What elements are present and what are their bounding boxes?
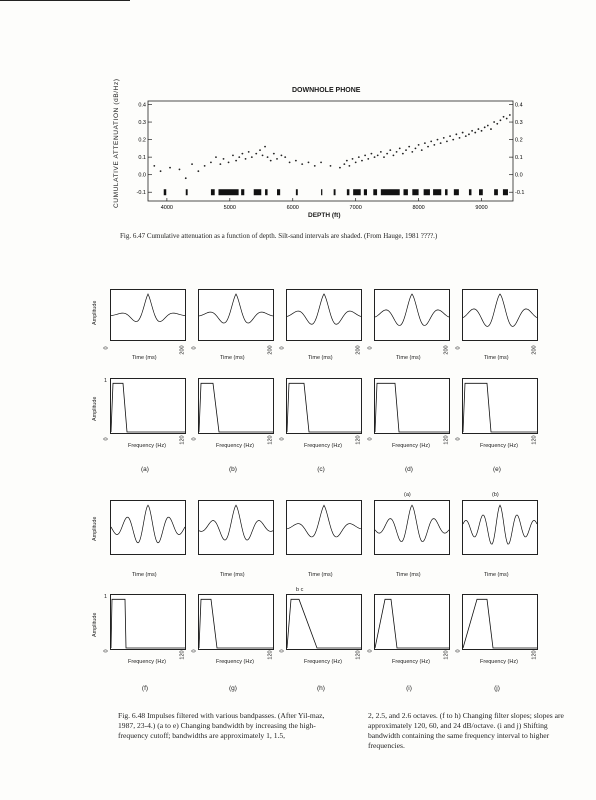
silt-sand-interval (241, 189, 244, 195)
time-axis-label-3: Time (ms) (396, 355, 421, 361)
silt-sand-interval (433, 189, 441, 195)
silt-sand-interval (424, 189, 430, 195)
time-panel-b-2-svg (287, 501, 361, 554)
data-point (264, 146, 266, 148)
data-point (405, 149, 407, 151)
freq-panel-b-0-svg (111, 595, 185, 649)
data-point (259, 149, 261, 151)
impulse-trace (287, 505, 361, 537)
subfigure-label-0: (a) (141, 466, 149, 473)
freq-tick-0-0: 0 (103, 437, 110, 441)
freq-panel-2 (286, 378, 362, 434)
data-point (204, 165, 206, 167)
data-point (446, 140, 448, 142)
fig647-ylabel: CUMULATIVE ATTENUATION (dB/Hz) (113, 78, 120, 208)
data-point (380, 151, 382, 153)
time-panel-b-0 (110, 500, 186, 555)
data-point (371, 153, 373, 155)
data-point (411, 151, 413, 153)
amplitude-spectrum (111, 383, 185, 432)
time-tick-200-2: 200 (355, 345, 362, 355)
freq-panel-b-3-svg (375, 595, 449, 649)
data-point (374, 156, 376, 158)
time-tick-0-2: 0 (279, 346, 286, 350)
data-point (273, 153, 275, 155)
time-axis-label-b-2: Time (ms) (308, 572, 333, 578)
data-point (440, 142, 442, 144)
subfigure-label-b-2: (h) (317, 685, 325, 692)
freq-tick-120-3: 120 (443, 435, 450, 445)
silt-sand-interval (218, 189, 238, 195)
y-tick-label: 0.4 (138, 102, 146, 109)
time-panel-4-svg (463, 290, 537, 340)
amp-tick-1-top: 1 (104, 378, 108, 384)
data-point (358, 156, 360, 158)
time-tick-200-4: 200 (531, 345, 538, 355)
silt-sand-interval (479, 189, 483, 195)
y-tick-label-right: 0.2 (515, 137, 523, 144)
data-point (399, 147, 401, 149)
time-panel-b-0-svg (111, 501, 185, 554)
fig647-chart (138, 96, 528, 211)
data-point (169, 167, 171, 169)
freq-axis-label-1: Frequency (Hz) (216, 443, 254, 449)
data-point (295, 160, 297, 162)
time-panel-b-3 (374, 500, 450, 555)
amp-label-time-top: Amplitude (92, 300, 98, 325)
y-tick-label-right: -0.1 (515, 190, 525, 197)
time-axis-label-2: Time (ms) (308, 355, 333, 361)
data-point (433, 144, 435, 146)
y-tick-label-right: 0.1 (515, 155, 523, 162)
time-tick-0-4: 0 (455, 346, 462, 350)
silt-sand-interval (364, 189, 367, 195)
data-point (160, 170, 162, 172)
time-panel-2-svg (287, 290, 361, 340)
data-point (487, 125, 489, 127)
time-panel-b-1-svg (199, 501, 273, 554)
freq-panel-1 (198, 378, 274, 434)
time-tick-0-3: 0 (367, 346, 374, 350)
amplitude-spectrum (199, 383, 273, 432)
freq-axis-label-b-0: Frequency (Hz) (128, 659, 166, 665)
header-rule (0, 0, 130, 1)
data-point (393, 154, 395, 156)
amp-label-time-bottom: Amplitude (92, 516, 98, 541)
data-point (474, 132, 476, 134)
data-point (468, 133, 470, 135)
data-point (355, 162, 357, 164)
data-point (481, 130, 483, 132)
silt-sand-interval (412, 189, 418, 195)
data-point (386, 153, 388, 155)
time-panel-0 (110, 289, 186, 341)
data-point (281, 154, 283, 156)
amp-label-freq-top: Amplitude (92, 396, 98, 421)
data-point (415, 147, 417, 149)
freq-axis-label-b-1: Frequency (Hz) (216, 659, 254, 665)
time-axis-label-1: Time (ms) (220, 355, 245, 361)
data-point (343, 163, 345, 165)
y-tick-label: 0.1 (138, 155, 146, 162)
silt-sand-interval (211, 189, 215, 195)
freq-axis-label-b-4: Frequency (Hz) (480, 659, 518, 665)
silt-sand-interval (469, 189, 472, 195)
data-point (427, 146, 429, 148)
data-point (185, 177, 187, 179)
data-point (389, 149, 391, 151)
data-point (455, 133, 457, 135)
x-tick-label: 4000 (160, 205, 174, 211)
silt-sand-interval (334, 189, 336, 195)
data-point (477, 128, 479, 130)
silt-sand-interval (381, 189, 400, 195)
silt-sand-interval (265, 189, 268, 195)
y-tick-label-right: 0.3 (515, 120, 523, 127)
data-point (179, 169, 181, 171)
data-point (251, 156, 253, 158)
data-point (503, 116, 505, 118)
data-point (197, 170, 199, 172)
silt-sand-interval (321, 189, 322, 195)
amplitude-spectrum (199, 599, 273, 648)
time-axis-label-b-0: Time (ms) (132, 572, 157, 578)
freq-tick-120-b-1: 120 (267, 650, 274, 660)
data-point (367, 158, 369, 160)
data-point (348, 165, 350, 167)
impulse-trace (111, 294, 185, 322)
time-axis-label-0: Time (ms) (132, 355, 157, 361)
impulse-trace (199, 294, 273, 323)
freq-panel-4 (462, 378, 538, 434)
freq-tick-0-b-2: 0 (279, 649, 286, 653)
data-point (402, 153, 404, 155)
data-point (320, 162, 322, 164)
data-point (383, 156, 385, 158)
data-point (449, 135, 451, 137)
freq-axis-label-3: Frequency (Hz) (392, 443, 430, 449)
data-point (509, 114, 511, 116)
impulse-trace (375, 294, 449, 325)
time-tick-200-3: 200 (443, 345, 450, 355)
subfigure-label-b-4: (j) (494, 685, 500, 692)
freq-axis-label-b-3: Frequency (Hz) (392, 659, 430, 665)
freq-axis-label-4: Frequency (Hz) (480, 443, 518, 449)
time-axis-label-b-1: Time (ms) (220, 572, 245, 578)
silt-sand-interval (373, 189, 377, 195)
freq-tick-120-2: 120 (355, 435, 362, 445)
impulse-trace (287, 294, 361, 324)
subfigure-label-4: (e) (493, 466, 501, 473)
data-point (352, 158, 354, 160)
silt-sand-interval (353, 189, 361, 195)
amplitude-spectrum (111, 599, 185, 648)
time-panel-b-3-svg (375, 501, 449, 554)
time-panel-0-svg (111, 290, 185, 340)
silt-sand-interval (494, 189, 498, 195)
freq-panel-b-1-svg (199, 595, 273, 649)
x-tick-label: 6000 (286, 205, 299, 211)
time-panel-3 (374, 289, 450, 341)
amplitude-spectrum (375, 599, 449, 648)
time-panel-3-svg (375, 290, 449, 340)
data-point (418, 144, 420, 146)
data-point (248, 151, 250, 153)
data-point (153, 165, 155, 167)
data-point (408, 146, 410, 148)
x-tick-label: 5000 (223, 205, 236, 211)
amp-label-freq-bottom: Amplitude (92, 612, 98, 637)
freq-panel-b-0 (110, 594, 186, 650)
freq-panel-1-svg (199, 379, 273, 433)
subfigure-label-b-1: (g) (229, 685, 237, 692)
silt-sand-interval (186, 189, 188, 195)
data-point (255, 153, 257, 155)
silt-sand-interval (347, 189, 350, 195)
data-point (262, 154, 264, 156)
time-tick-200-0: 200 (179, 345, 186, 355)
silt-sand-interval (254, 189, 262, 195)
data-point (443, 137, 445, 139)
fig647-xlabel: DEPTH (ft) (308, 212, 341, 219)
silt-sand-interval (277, 189, 280, 195)
freq-axis-label-2: Frequency (Hz) (304, 443, 342, 449)
data-point (465, 135, 467, 137)
data-point (452, 139, 454, 141)
amp-tick-1-bottom: 1 (104, 594, 108, 600)
data-point (228, 162, 230, 164)
impulse-trace (375, 505, 449, 541)
subfigure-label-3: (d) (405, 466, 413, 473)
data-point (232, 154, 234, 156)
time-axis-label-4: Time (ms) (484, 355, 509, 361)
subfigure-label-1: (b) (229, 466, 237, 473)
data-point (459, 137, 461, 139)
data-point (346, 160, 348, 162)
data-point (215, 156, 217, 158)
data-point (330, 165, 332, 167)
freq-panel-0-svg (111, 379, 185, 433)
data-point (276, 158, 278, 160)
freq-panel-3-svg (375, 379, 449, 433)
freq-panel-0 (110, 378, 186, 434)
freq-tick-0-2: 0 (279, 437, 286, 441)
time-axis-label-b-3: Time (ms) (396, 572, 421, 578)
plot-frame (148, 101, 513, 201)
freq-tick-120-b-4: 120 (531, 650, 538, 660)
fig647-caption: Fig. 6.47 Cumulative attenuation as a function of depth. Silt-sand intervals are shaded. (From Hauge, 1981 ????.) (120, 232, 438, 240)
freq-axis-label-b-2: Frequency (Hz) (304, 659, 342, 665)
fig648-caption-right: 2, 2.5, and 2.6 octaves. (f to h) Changing filter slopes; slopes are approximately 120, 60, and 24 dB/octave. (i and j) Shifting bandwidth containing the same frequency interval to higher frequencies. (368, 711, 564, 750)
amplitude-spectrum (287, 599, 361, 648)
data-point (245, 158, 247, 160)
time-panel-b-1 (198, 500, 274, 555)
data-point (314, 165, 316, 167)
data-point (496, 123, 498, 125)
amplitude-spectrum (463, 599, 537, 648)
freq-tick-120-b-3: 120 (443, 650, 450, 660)
data-point (424, 142, 426, 144)
freq-tick-0-b-0: 0 (103, 649, 110, 653)
freq-tick-0-b-4: 0 (455, 649, 462, 653)
data-point (430, 140, 432, 142)
data-point (364, 154, 366, 156)
data-point (210, 162, 212, 164)
data-point (191, 163, 193, 165)
freq-tick-0-3: 0 (367, 437, 374, 441)
freq-panel-3 (374, 378, 450, 434)
freq-tick-0-b-1: 0 (191, 649, 198, 653)
data-point (506, 118, 508, 120)
freq-panel-b-2 (286, 594, 362, 650)
data-point (421, 149, 423, 151)
freq-panel-b-4 (462, 594, 538, 650)
overlabel-a: (a) (404, 492, 411, 498)
data-point (238, 156, 240, 158)
impulse-trace (463, 505, 537, 544)
freq-panel-b-1 (198, 594, 274, 650)
silt-sand-interval (445, 189, 448, 195)
freq-tick-0-1: 0 (191, 437, 198, 441)
freq-tick-120-4: 120 (531, 435, 538, 445)
data-point (289, 162, 291, 164)
overlabel-b: (b) (492, 492, 499, 498)
data-point (471, 130, 473, 132)
time-panel-b-4-svg (463, 501, 537, 554)
subfigure-label-b-0: (f) (141, 685, 149, 692)
freq-tick-120-1: 120 (267, 435, 274, 445)
time-panel-b-4 (462, 500, 538, 555)
time-tick-0-1: 0 (191, 346, 198, 350)
silt-sand-interval (296, 189, 298, 195)
time-panel-4 (462, 289, 538, 341)
time-panel-b-2 (286, 500, 362, 555)
freq-axis-label-0: Frequency (Hz) (128, 443, 166, 449)
silt-sand-interval (404, 189, 408, 195)
freq-tick-120-b-0: 120 (179, 650, 186, 660)
amplitude-spectrum (287, 383, 361, 432)
freq-panel-b-3 (374, 594, 450, 650)
subfigure-label-b-3: (i) (406, 685, 412, 692)
data-point (484, 126, 486, 128)
data-point (241, 153, 243, 155)
data-point (270, 160, 272, 162)
freq-panel-4-svg (463, 379, 537, 433)
freq-tick-120-b-2: 120 (355, 650, 362, 660)
freq-tick-0-4: 0 (455, 437, 462, 441)
data-point (396, 151, 398, 153)
y-tick-label: 0.3 (138, 120, 146, 127)
time-tick-0-0: 0 (103, 346, 110, 350)
time-axis-label-b-4: Time (ms) (484, 572, 509, 578)
time-tick-200-1: 200 (267, 345, 274, 355)
x-tick-label: 8000 (412, 205, 425, 211)
time-panel-2 (286, 289, 362, 341)
impulse-trace (199, 505, 273, 540)
data-point (437, 139, 439, 141)
data-point (493, 121, 495, 123)
x-tick-label: 7000 (349, 205, 362, 211)
fig647-title: DOWNHOLE PHONE (292, 87, 361, 94)
data-point (284, 156, 286, 158)
data-point (339, 167, 341, 169)
y-tick-label-right: 0.4 (515, 102, 523, 109)
data-point (219, 163, 221, 165)
data-point (235, 160, 237, 162)
freq-panel-b-2-svg (287, 595, 361, 649)
data-point (223, 158, 225, 160)
amplitude-spectrum (463, 383, 537, 432)
impulse-trace (463, 294, 537, 326)
silt-sand-interval (454, 189, 459, 195)
data-point (490, 128, 492, 130)
data-point (462, 132, 464, 134)
impulse-trace (111, 505, 185, 543)
y-tick-label: 0.2 (138, 137, 146, 144)
data-point (361, 160, 363, 162)
time-panel-1 (198, 289, 274, 341)
fig648-caption-left: Fig. 6.48 Impulses filtered with various bandpasses. (After Yil-maz, 1987, 23-4.) (a to e) Changing bandwidth by increasing the high-frequency cutoff; bandwidths are approximately 1, 1.5, (118, 711, 325, 740)
silt-sand-interval (503, 189, 508, 195)
y-tick-label: -0.1 (136, 190, 146, 197)
data-point (500, 119, 502, 121)
data-point (301, 163, 303, 165)
y-tick-label: 0.0 (138, 172, 146, 179)
freq-tick-120-0: 120 (179, 435, 186, 445)
subfigure-label-2: (c) (317, 466, 325, 473)
silt-sand-interval (164, 189, 167, 195)
amplitude-spectrum (375, 383, 449, 432)
x-tick-label: 9000 (475, 205, 488, 211)
time-panel-1-svg (199, 290, 273, 340)
h-marks: b c (296, 587, 304, 593)
data-point (267, 156, 269, 158)
freq-tick-0-b-3: 0 (367, 649, 374, 653)
data-point (308, 162, 310, 164)
data-point (377, 154, 379, 156)
y-tick-label-right: 0.0 (515, 172, 523, 179)
freq-panel-b-4-svg (463, 595, 537, 649)
freq-panel-2-svg (287, 379, 361, 433)
